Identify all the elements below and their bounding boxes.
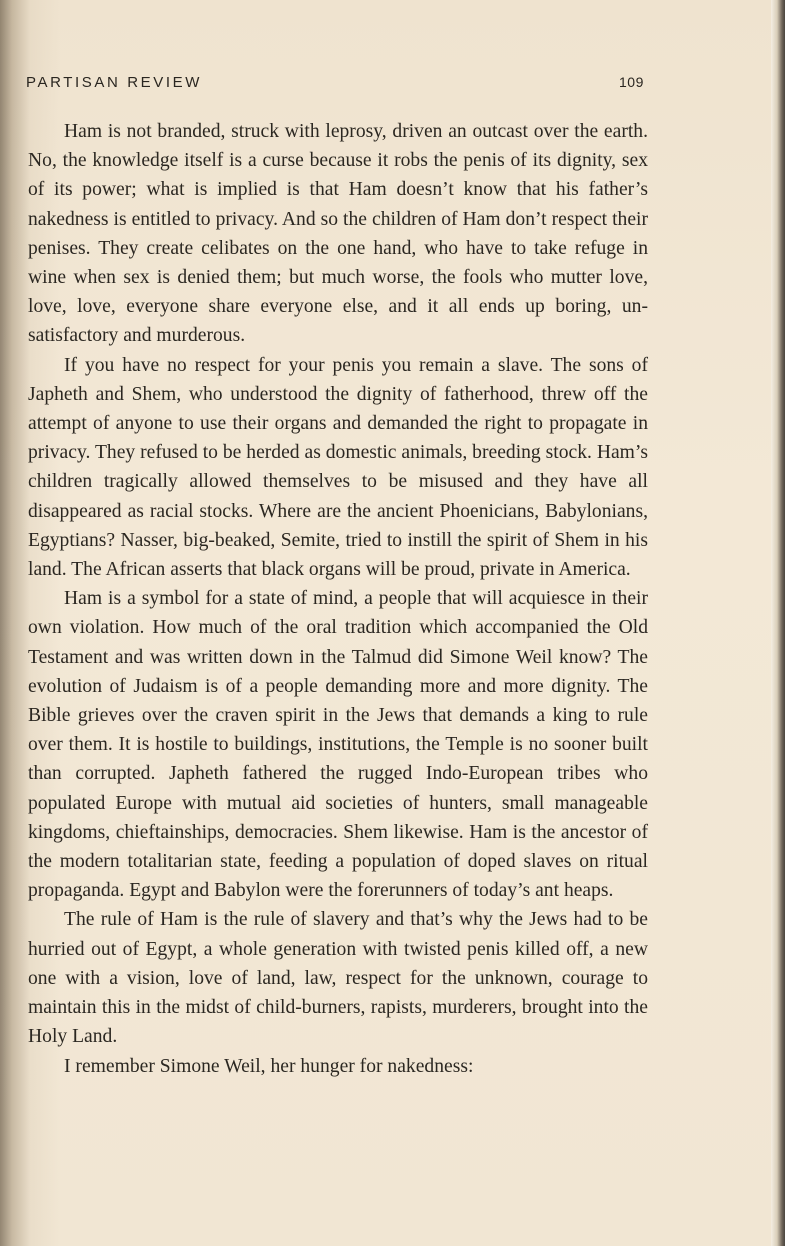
paragraph: If you have no respect for your penis you remain a slave. The sons of Japheth and Shem, who understood the dignity of fatherhood, threw off the attempt of anyone to use their organs and demanded the right to propagate in privacy. They refused to be herded as domestic animals, breeding stock. Ham’s children tragically allowed themselves to be misused and they have all disappeared as racial stocks. Where are the ancient Phoenicians, Babylonians, Egyptians? Nasser, big-beaked, Semite, tried to instill the spirit of Shem in his land. The African asserts that black organs will be proud, private in America. bbox=[28, 354, 648, 581]
body-text bbox=[28, 117, 648, 1081]
running-title: PARTISAN REVIEW bbox=[26, 74, 202, 91]
running-head bbox=[26, 74, 685, 98]
page-edge-shadow bbox=[771, 0, 785, 1246]
paragraph: The rule of Ham is the rule of slavery and that’s why the Jews had to be hurried out of Egypt, a whole generation with twisted penis killed off, a new one with a vision, love of land, law, respect for the unknown, courage to maintain this in the midst of child-burners, rapists, murderers, brought into the Holy Land. bbox=[28, 909, 648, 1048]
page-number: 109 bbox=[619, 74, 644, 90]
paragraph: Ham is a symbol for a state of mind, a people that will acquiesce in their own violation. How much of the oral tradition which accompanied the Old Testament and was written down in the Talmud did Simone Weil know? The evolution of Judaism is of a people demanding more and more dignity. The Bible grieves over the craven spirit in the Jews that demands a king to rule over them. It is hostile to buildings, institutions, the Temple is no sooner built than corrupted. Japheth fathered the rugged Indo-European tribes who populated Europe with mutual aid societies of hunters, small manageable kingdoms, chieftainships, democracies. Shem likewise. Ham is the ancestor of the modern totalitarian state, feeding a population of doped slaves on ritual propaganda. Egypt and Babylon were the forerunners of today’s ant heaps. bbox=[28, 588, 648, 902]
paragraph: I remember Simone Weil, her hunger for nakedness: bbox=[64, 1055, 474, 1077]
paragraph: Ham is not branded, struck with leprosy, driven an outcast over the earth. No, the knowledge itself is a curse because it robs the penis of its dignity, sex of its power; what is implied is that Ham doesn’t know that his father’s nakedness is entitled to privacy. And so the children of Ham don’t respect their penises. They create celibates on the one hand, who have to take refuge in wine when sex is denied them; but much worse, the fools who mutter love, love, love, everyone share everyone else, and it all ends up boring, unsatisfactory and murderous. bbox=[28, 121, 648, 347]
